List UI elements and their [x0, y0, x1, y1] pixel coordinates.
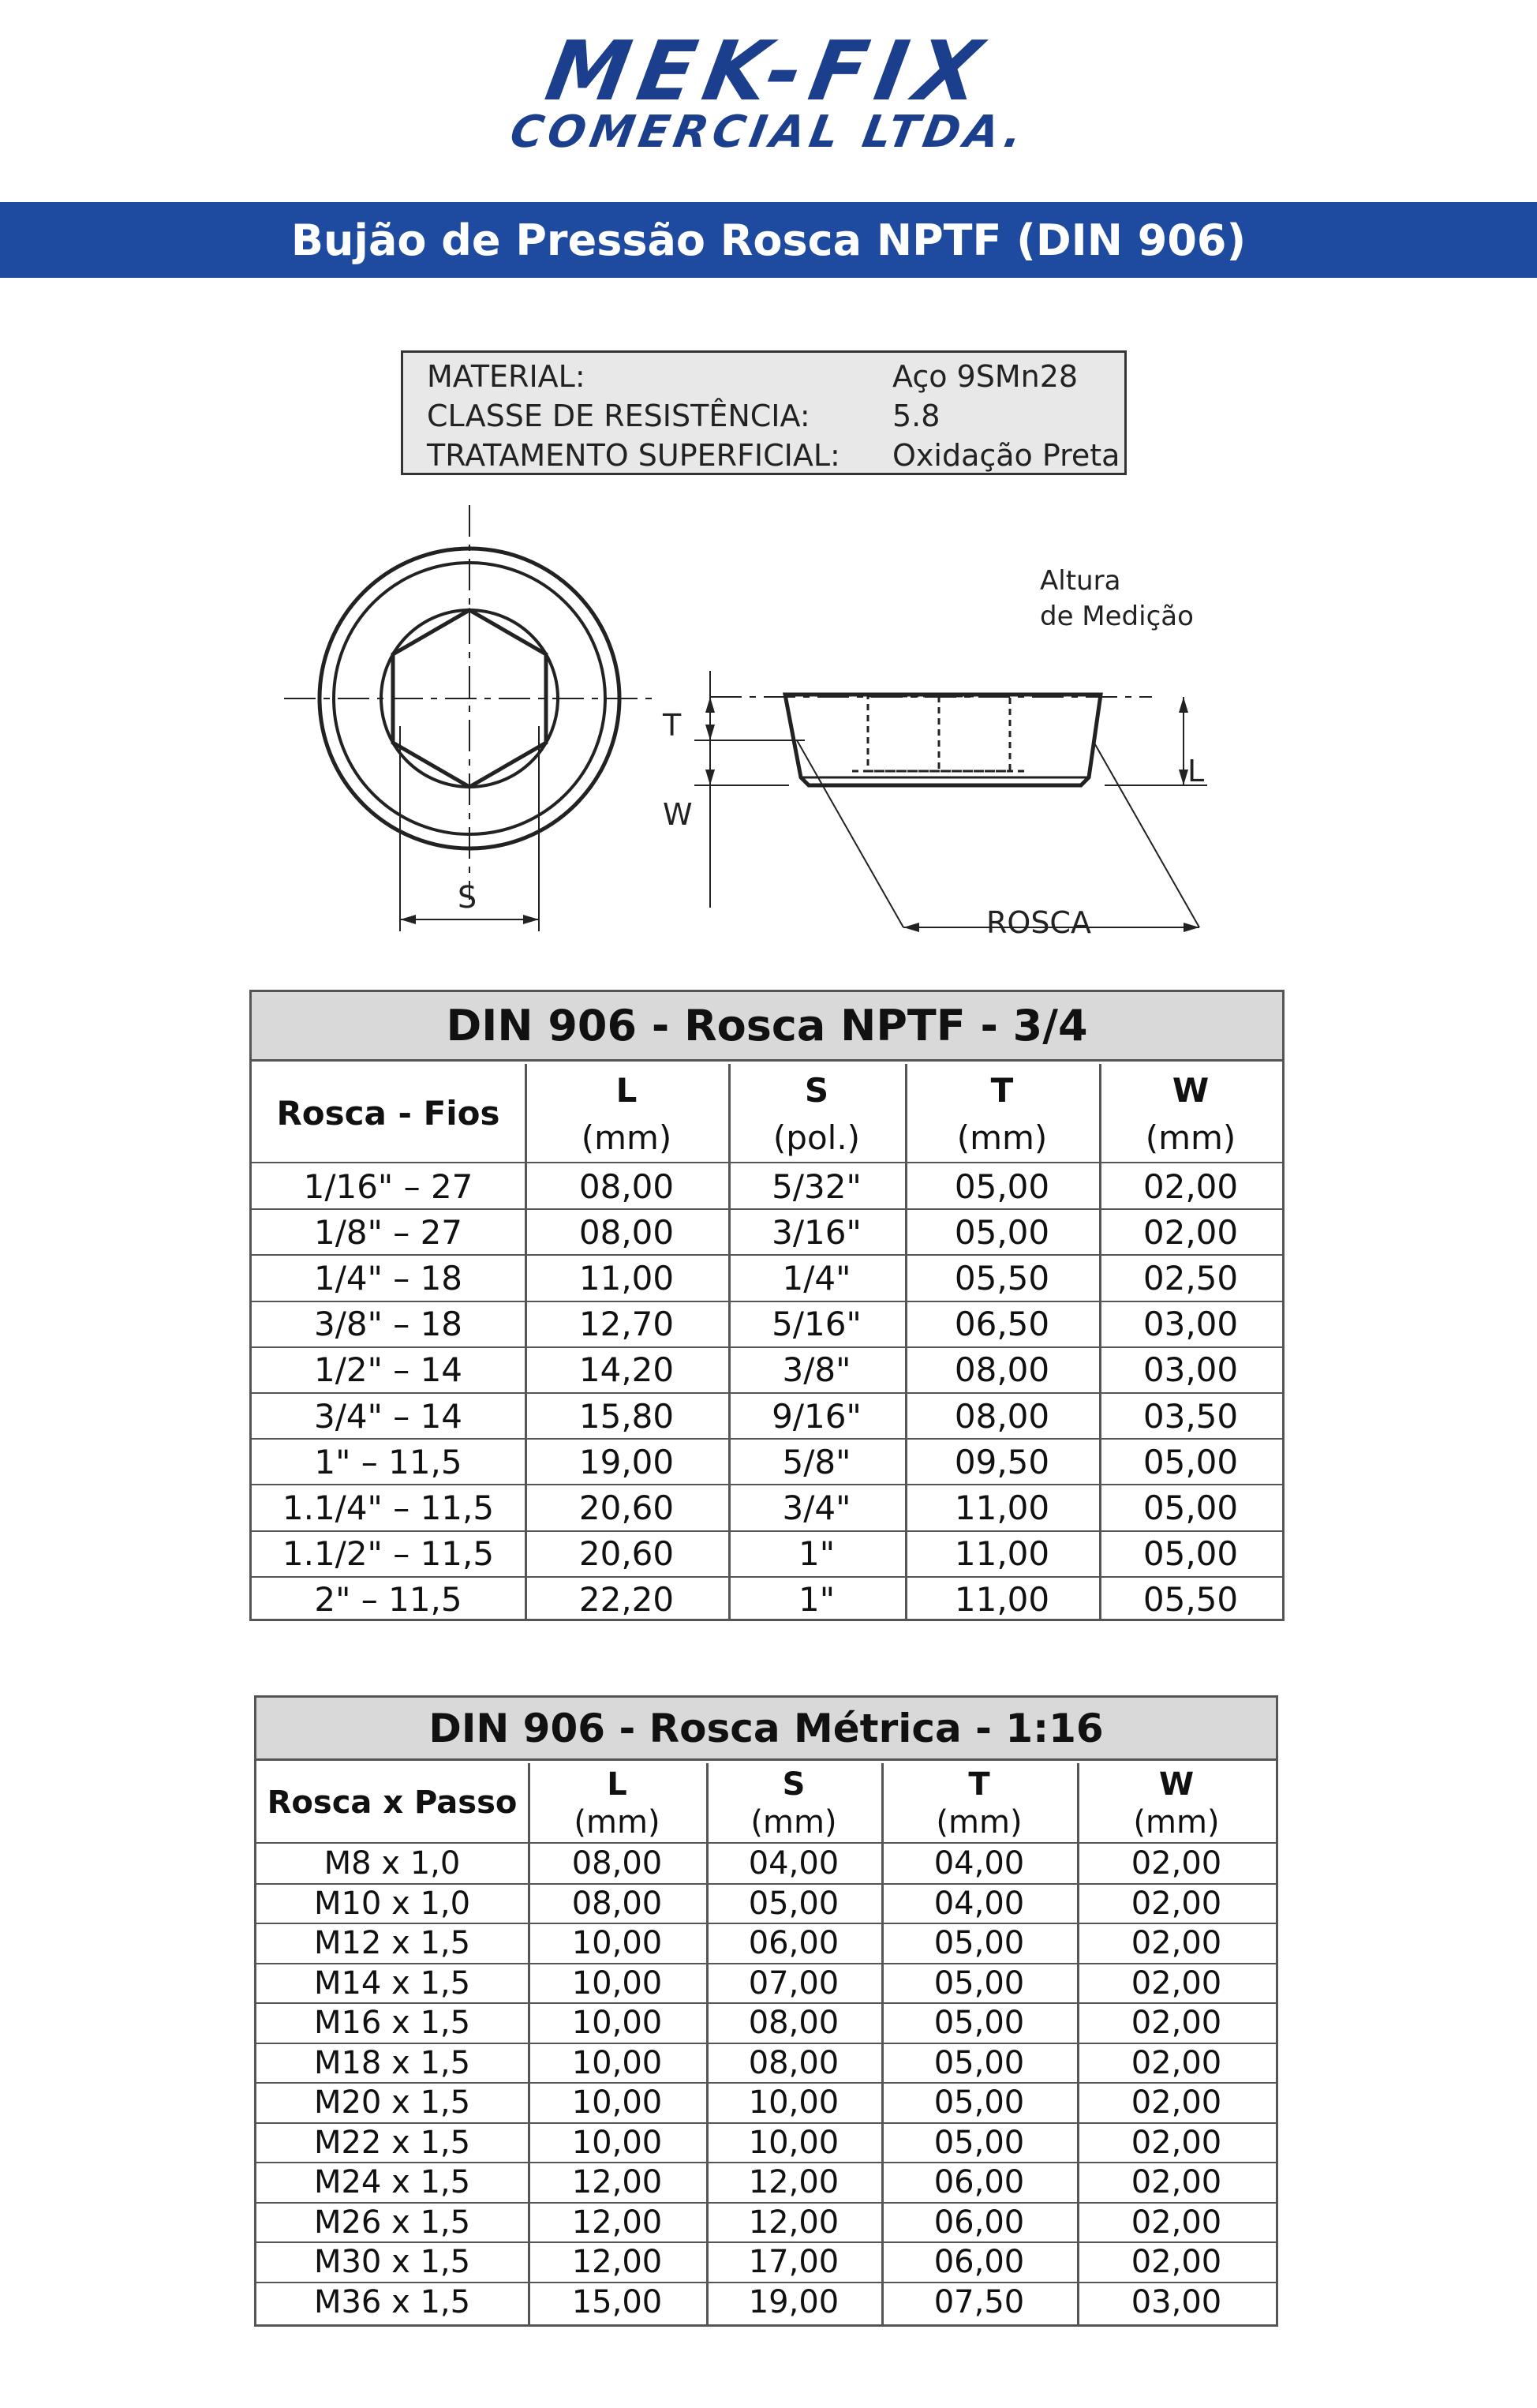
column-divider — [525, 1064, 527, 1619]
column-header-letter: W — [1172, 1070, 1210, 1110]
resistance-class-value: 5.8 — [892, 399, 941, 433]
value-cell: 11,00 — [578, 1258, 675, 1298]
column-header-unit: (mm) — [1145, 1118, 1236, 1157]
value-cell: 11,00 — [954, 1488, 1050, 1527]
dimension-label-w: W — [663, 797, 693, 832]
value-cell: 10,00 — [571, 1925, 663, 1962]
value-cell: 05,00 — [954, 1212, 1050, 1252]
thread-cell: M10 x 1,0 — [313, 1885, 471, 1922]
column-header-letter: T — [990, 1070, 1014, 1110]
material-value: Aço 9SMn28 — [892, 359, 1079, 394]
thread-cell: 2" – 11,5 — [314, 1580, 462, 1620]
logo-line-2: COMERCIAL LTDA. — [506, 107, 1031, 158]
thread-cell: M22 x 1,5 — [313, 2124, 471, 2161]
value-cell: 05,00 — [954, 1167, 1050, 1206]
value-cell: 07,00 — [748, 1964, 840, 2002]
thread-cell: 3/4" – 14 — [313, 1396, 463, 1436]
value-cell: 08,00 — [954, 1350, 1050, 1390]
logo-line-1: MEK-FIX — [539, 23, 998, 119]
value-cell: 12,70 — [578, 1305, 675, 1344]
value-cell: 02,00 — [1131, 2204, 1222, 2241]
resistance-class-row — [403, 394, 1124, 433]
dimension-label-rosca: ROSCA — [986, 905, 1091, 940]
material-row — [403, 354, 1124, 394]
value-cell: 12,00 — [571, 2244, 663, 2281]
materials-box — [401, 350, 1127, 475]
column-header-letter: L — [607, 1766, 627, 1803]
surface-treatment-value: Oxidação Preta — [892, 438, 1120, 473]
value-cell: 3/16" — [772, 1212, 862, 1252]
value-cell: 07,50 — [933, 2283, 1025, 2320]
column-divider — [1099, 1064, 1101, 1619]
value-cell: 03,50 — [1142, 1396, 1239, 1436]
value-cell: 10,00 — [571, 2005, 663, 2042]
value-cell: 12,00 — [571, 2204, 663, 2241]
value-cell: 05,50 — [1142, 1580, 1239, 1620]
value-cell: 08,00 — [748, 2005, 840, 2042]
value-cell: 17,00 — [748, 2244, 840, 2281]
value-cell: 03,00 — [1142, 1350, 1239, 1390]
column-header-unit: (mm) — [750, 1804, 837, 1841]
value-cell: 02,00 — [1131, 2164, 1222, 2201]
column-divider — [706, 1763, 709, 2324]
value-cell: 05,00 — [933, 1925, 1025, 1962]
column-divider — [728, 1064, 731, 1619]
page-title: Bujão de Pressão Rosca NPTF (DIN 906) — [290, 215, 1247, 265]
thread-cell: 1/4" – 18 — [313, 1258, 463, 1298]
column-header-letter: S — [782, 1766, 806, 1803]
value-cell: 05,00 — [933, 2044, 1025, 2081]
value-cell: 02,00 — [1142, 1212, 1239, 1252]
value-cell: 02,00 — [1131, 2084, 1222, 2122]
value-cell: 10,00 — [571, 2084, 663, 2122]
value-cell: 5/16" — [772, 1305, 862, 1344]
column-divider — [881, 1763, 884, 2324]
value-cell: 11,00 — [954, 1580, 1050, 1620]
thread-cell: M12 x 1,5 — [313, 1925, 471, 1962]
column-header-unit: (pol.) — [772, 1118, 861, 1157]
column-header-unit: (mm) — [936, 1804, 1023, 1841]
value-cell: 12,00 — [748, 2164, 840, 2201]
column-header-letter: L — [615, 1070, 638, 1110]
company-logo — [0, 16, 1537, 166]
value-cell: 05,50 — [954, 1258, 1050, 1298]
value-cell: 02,00 — [1131, 2244, 1222, 2281]
column-header-letter: W — [1158, 1766, 1195, 1803]
front-view — [284, 505, 655, 931]
thread-cell: 1/16" – 27 — [303, 1167, 473, 1206]
thread-cell: M24 x 1,5 — [313, 2164, 471, 2201]
value-cell: 3/4" — [782, 1488, 851, 1527]
value-cell: 5/32" — [772, 1167, 862, 1206]
value-cell: 06,00 — [933, 2204, 1025, 2241]
value-cell: 10,00 — [571, 2044, 663, 2081]
table-title: DIN 906 - Rosca Métrica - 1:16 — [256, 1698, 1276, 1761]
thread-cell: M26 x 1,5 — [313, 2204, 471, 2241]
value-cell: 05,00 — [933, 2124, 1025, 2161]
technical-drawing-svg — [237, 489, 1262, 963]
thread-cell: M14 x 1,5 — [313, 1964, 471, 2002]
value-cell: 02,00 — [1131, 2005, 1222, 2042]
dimension-label-l: L — [1187, 754, 1205, 788]
table-title: DIN 906 - Rosca NPTF - 3/4 — [252, 992, 1282, 1062]
value-cell: 3/8" — [782, 1350, 851, 1390]
value-cell: 10,00 — [748, 2084, 840, 2122]
value-cell: 05,00 — [1142, 1488, 1239, 1527]
value-cell: 1" — [798, 1534, 836, 1574]
value-cell: 05,00 — [933, 1964, 1025, 2002]
value-cell: 15,00 — [571, 2283, 663, 2320]
dimension-label-t: T — [663, 708, 682, 743]
value-cell: 06,00 — [933, 2244, 1025, 2281]
thread-cell: M8 x 1,0 — [323, 1845, 461, 1882]
value-cell: 02,00 — [1131, 1845, 1222, 1882]
column-divider — [1077, 1763, 1079, 2324]
thread-cell: 1.1/4" – 11,5 — [282, 1488, 495, 1527]
value-cell: 19,00 — [748, 2283, 840, 2320]
thread-cell: 3/8" – 18 — [313, 1305, 463, 1344]
title-banner — [0, 202, 1537, 278]
value-cell: 11,00 — [954, 1534, 1050, 1574]
resistance-class-label: CLASSE DE RESISTÊNCIA: — [427, 399, 810, 433]
column-header-unit: (mm) — [574, 1804, 660, 1841]
thread-cell: M36 x 1,5 — [313, 2283, 471, 2320]
side-view — [694, 671, 1207, 932]
value-cell: 10,00 — [748, 2124, 840, 2161]
column-divider — [905, 1064, 907, 1619]
value-cell: 9/16" — [772, 1396, 862, 1436]
value-cell: 03,00 — [1142, 1305, 1239, 1344]
thread-cell: M20 x 1,5 — [313, 2084, 471, 2122]
thread-cell: M30 x 1,5 — [313, 2244, 471, 2281]
technical-drawing — [237, 489, 1262, 963]
thread-cell: M18 x 1,5 — [313, 2044, 471, 2081]
value-cell: 08,00 — [954, 1396, 1050, 1436]
column-header: Rosca x Passo — [267, 1784, 518, 1821]
value-cell: 09,50 — [954, 1442, 1050, 1481]
dimension-label-s: S — [458, 880, 477, 915]
value-cell: 05,00 — [1142, 1534, 1239, 1574]
thread-cell: 1.1/2" – 11,5 — [282, 1534, 495, 1574]
value-cell: 02,00 — [1131, 1964, 1222, 2002]
value-cell: 04,00 — [748, 1845, 840, 1882]
value-cell: 05,00 — [1142, 1442, 1239, 1481]
measurement-height-label-1: Altura — [1040, 565, 1121, 597]
value-cell: 10,00 — [571, 1964, 663, 2002]
value-cell: 02,50 — [1142, 1258, 1239, 1298]
value-cell: 05,00 — [933, 2084, 1025, 2122]
value-cell: 02,00 — [1131, 2044, 1222, 2081]
value-cell: 14,20 — [578, 1350, 675, 1390]
value-cell: 04,00 — [933, 1845, 1025, 1882]
column-header-unit: (mm) — [581, 1118, 672, 1157]
value-cell: 08,00 — [578, 1212, 675, 1252]
value-cell: 20,60 — [578, 1534, 675, 1574]
thread-cell: 1/2" – 14 — [313, 1350, 463, 1390]
material-label: MATERIAL: — [427, 359, 585, 394]
value-cell: 08,00 — [748, 2044, 840, 2081]
value-cell: 06,50 — [954, 1305, 1050, 1344]
value-cell: 05,00 — [748, 1885, 840, 1922]
column-header-unit: (mm) — [1133, 1804, 1220, 1841]
value-cell: 10,00 — [571, 2124, 663, 2161]
value-cell: 15,80 — [578, 1396, 675, 1436]
value-cell: 08,00 — [578, 1167, 675, 1206]
nptf-thread-table — [249, 990, 1285, 1621]
measurement-height-label-2: de Medição — [1040, 601, 1194, 632]
value-cell: 06,00 — [748, 1925, 840, 1962]
column-header-letter: T — [968, 1766, 990, 1803]
value-cell: 03,00 — [1131, 2283, 1222, 2320]
column-header: Rosca - Fios — [276, 1093, 500, 1133]
value-cell: 05,00 — [933, 2005, 1025, 2042]
column-header-unit: (mm) — [956, 1118, 1048, 1157]
value-cell: 06,00 — [933, 2164, 1025, 2201]
value-cell: 02,00 — [1131, 2124, 1222, 2161]
surface-treatment-row — [403, 433, 1124, 473]
value-cell: 5/8" — [782, 1442, 851, 1481]
metric-thread-table — [254, 1695, 1278, 2327]
value-cell: 12,00 — [748, 2204, 840, 2241]
value-cell: 02,00 — [1142, 1167, 1239, 1206]
value-cell: 12,00 — [571, 2164, 663, 2201]
value-cell: 02,00 — [1131, 1885, 1222, 1922]
value-cell: 22,20 — [578, 1580, 675, 1620]
value-cell: 02,00 — [1131, 1925, 1222, 1962]
thread-cell: M16 x 1,5 — [313, 2005, 471, 2042]
value-cell: 08,00 — [571, 1885, 663, 1922]
value-cell: 20,60 — [578, 1488, 675, 1527]
column-divider — [528, 1763, 530, 2324]
thread-cell: 1/8" – 27 — [313, 1212, 463, 1252]
value-cell: 19,00 — [578, 1442, 675, 1481]
value-cell: 08,00 — [571, 1845, 663, 1882]
value-cell: 1" — [798, 1580, 836, 1620]
surface-treatment-label: TRATAMENTO SUPERFICIAL: — [427, 438, 840, 473]
value-cell: 04,00 — [933, 1885, 1025, 1922]
column-header-letter: S — [804, 1070, 829, 1110]
value-cell: 1/4" — [782, 1258, 851, 1298]
thread-cell: 1" – 11,5 — [314, 1442, 462, 1481]
